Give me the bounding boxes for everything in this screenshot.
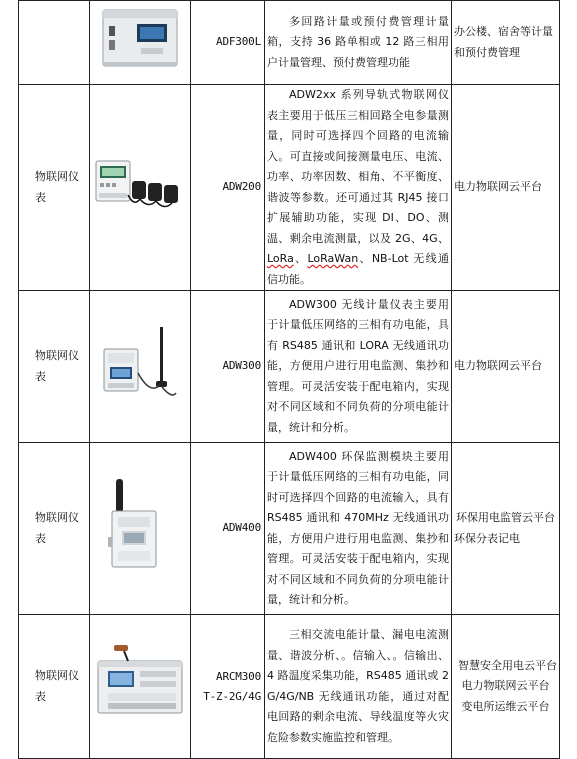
description-separator: 、: [293, 252, 308, 265]
application-cell: 电力物联网云平台: [452, 291, 560, 443]
arcm300-meter-image: [94, 641, 186, 725]
product-image-cell: [90, 1, 191, 85]
table-row: [19, 85, 560, 291]
category-cell: 物联网仪表: [19, 443, 90, 615]
product-image-cell: [90, 615, 191, 759]
product-spec-table: [18, 0, 560, 759]
description-cell: ADW400 环保监测模块主要用于计量低压网络的三相有功电能，同时可选择四个回路的电流输入，具有 RS485 通讯和 470MHz 无线通讯功能，方便用户进行用电监测、集抄和管理。可灵活安装于配电箱内，实现对不同区域和不同负荷的分项电能计量，统计和分析。: [265, 443, 452, 615]
category-cell: [19, 1, 90, 85]
category-cell: 物联网仪表: [19, 615, 90, 759]
category-cell: 物联网仪表: [19, 85, 90, 291]
application-cell: 办公楼、宿舍等计量和预付费管理: [452, 1, 560, 85]
description-cell: [265, 85, 452, 291]
lorawan-term: LoRaWan: [307, 252, 359, 265]
model-line: ARCM300: [216, 669, 261, 683]
adw200-meter-image: [94, 155, 186, 213]
application-line: 环保用电监管云平台: [456, 511, 555, 524]
product-image-cell: [90, 291, 191, 443]
application-line: 环保分表记电: [454, 531, 520, 545]
lora-term: LoRa: [267, 252, 294, 265]
application-cell: 电力物联网云平台: [452, 85, 560, 291]
model-cell: ADF300L: [191, 1, 265, 85]
table-row: [19, 443, 560, 615]
description-main: ADW2xx 系列导轨式物联网仪表主要用于低压三相回路全电参量测量，同时可选择四个回路的电流输入。可直接或间接测量电压、电流、功率、功率因数、相角、不平衡度、谐波等参数。还可通过其 RJ45 接口扩展辅助功能，实现 DI、DO、测温、剩余电流测量，以及 2G、4G、: [267, 88, 449, 245]
description-tail: 、NB-Lot 无线通信功能。: [267, 252, 450, 286]
model-cell: ADW300: [191, 291, 265, 443]
application-line: 电力物联网云平台: [461, 679, 550, 693]
adf300l-cabinet-image: [97, 4, 183, 74]
product-image-cell: [90, 443, 191, 615]
category-cell: 物联网仪表: [19, 291, 90, 443]
table-row: [19, 291, 560, 443]
application-line: 智慧安全用电云平台: [458, 658, 557, 672]
description-cell: 多回路计量或预付费管理计量箱，支持 36 路单相或 12 路三相用户计量管理、预付费管理功能: [265, 1, 452, 85]
model-cell: ADW400: [191, 443, 265, 615]
model-line: T-Z-2G/4G: [203, 689, 261, 703]
application-line: 变电所运维云平台: [461, 699, 550, 713]
product-image-cell: [90, 85, 191, 291]
application-cell: [452, 615, 560, 759]
model-cell: [191, 615, 265, 759]
adw400-meter-image: [100, 473, 180, 577]
description-cell: 三相交流电能计量、漏电电流测量、谐波分析、。信输入、。信输出、4 路温度采集功能，RS485 通讯或 2G/4G/NB 无线通讯功能，通过对配电回路的剩余电流、导线温度等火灾危险参数实施监控和管理。: [265, 615, 452, 759]
table-row: [19, 615, 560, 759]
application-cell: [452, 443, 560, 615]
adw300-meter-image: [96, 321, 184, 405]
table-row: [19, 1, 560, 85]
description-cell: ADW300 无线计量仪表主要用于计量低压网络的三相有功电能，具有 RS485 通讯和 LORA 无线通讯功能，方便用户进行用电监测、集抄和管理。可灵活安装于配电箱内，实现对不同区域和不同负荷的分项电能计量，统计和分析。: [265, 291, 452, 443]
model-cell: ADW200: [191, 85, 265, 291]
